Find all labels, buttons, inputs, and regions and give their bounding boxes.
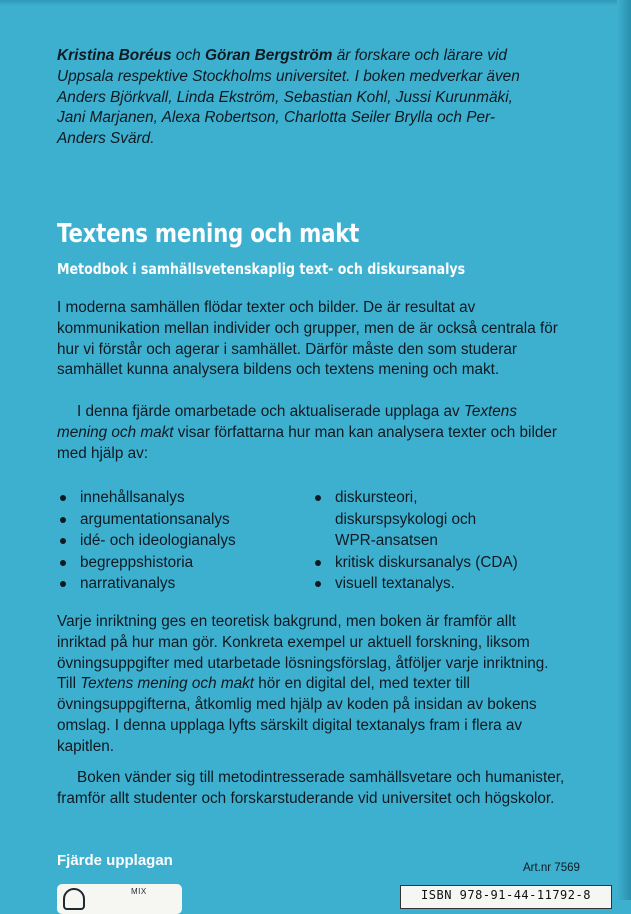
edition-label: Fjärde upplagan — [57, 852, 173, 869]
list-item: argumentationsanalys — [57, 509, 236, 531]
list-item: narrativanalys — [57, 573, 236, 595]
fsc-mix-label: MIX — [131, 887, 147, 896]
tree-icon — [63, 888, 85, 910]
author-name-1: Kristina Boréus — [57, 47, 172, 64]
isbn-box: ISBN 978-91-44-11792-8 — [400, 885, 612, 909]
author-connector: och — [171, 47, 205, 64]
list-item: kritisk diskursanalys (CDA) — [312, 552, 518, 574]
top-edge-shadow — [0, 0, 631, 6]
edition-paragraph — [57, 402, 567, 464]
article-number: Art.nr 7569 — [523, 862, 580, 874]
book-title: Textens mening och makt — [57, 219, 360, 249]
list-item: diskursteori, diskurspsykologi och WPR-ansatsen — [312, 487, 510, 552]
fsc-logo — [57, 884, 182, 914]
book-title-inline: Textens mening och makt — [57, 403, 517, 441]
author-name-2: Göran Bergström — [204, 47, 333, 64]
intro-paragraph: I moderna samhällen flödar texter och bilder. De är resultat av kommunikation mellan individer och grupper, men de är också centrala för hur vi förstår och agerar i samhället. Därför måste den som studerar samhället kunna analysera bildens och textens mening och makt. — [57, 299, 558, 379]
methods-list-right — [312, 487, 518, 595]
edition-paragraph-end: visar författarna hur man kan analysera texter och bilder med hjälp av: — [57, 423, 557, 462]
methods-list-left — [57, 487, 236, 595]
book-subtitle: Metodbok i samhällsvetenskaplig text- och diskursanalys — [57, 260, 466, 278]
approach-paragraph-start: Varje inriktning ges en teoretisk bakgrund, men boken är framför allt inriktad på hur man gör. Konkreta exempel ur aktuell forskning, liksom övningsuppgifter med utarbetade lösningsförslag, åtföljer varje inriktning. Till — [57, 613, 549, 693]
list-item: idé- och ideologianalys — [57, 530, 236, 552]
list-item: begreppshistoria — [57, 552, 236, 574]
list-item: innehållsanalys — [57, 487, 236, 509]
list-item: visuell textanalys. — [312, 573, 518, 595]
book-title-inline: Textens mening och makt — [80, 675, 254, 693]
author-bio: är forskare och lärare vid Uppsala respektive Stockholms universitet. I boken medverkar även Anders Björkvall, Linda Ekström, Sebastian Kohl, Jussi Kurunmäki, Jani Marjanen, Alexa Robertson, Charlotta Seiler Brylla och Per-Anders Svärd. — [57, 47, 520, 148]
audience-paragraph — [57, 768, 567, 810]
approach-paragraph-end: hör en digital del, med texter till övningsuppgifterna, åtkomlig med hjälp av koden på insidan av bokens omslag. I denna upplaga lyfts särskilt digital textanalys fram i flera av kapitlen. — [57, 675, 537, 755]
author-info — [57, 46, 527, 150]
right-edge-shadow — [617, 0, 631, 900]
approach-paragraph — [57, 612, 567, 758]
edition-paragraph-start: I denna fjärde omarbetade och aktualiserade upplaga av — [77, 403, 464, 420]
audience-text: Boken vänder sig till metodintresserade samhällsvetare och humanister, framför allt studenter och forskarstuderande vid universitet och högskolor. — [57, 769, 565, 807]
